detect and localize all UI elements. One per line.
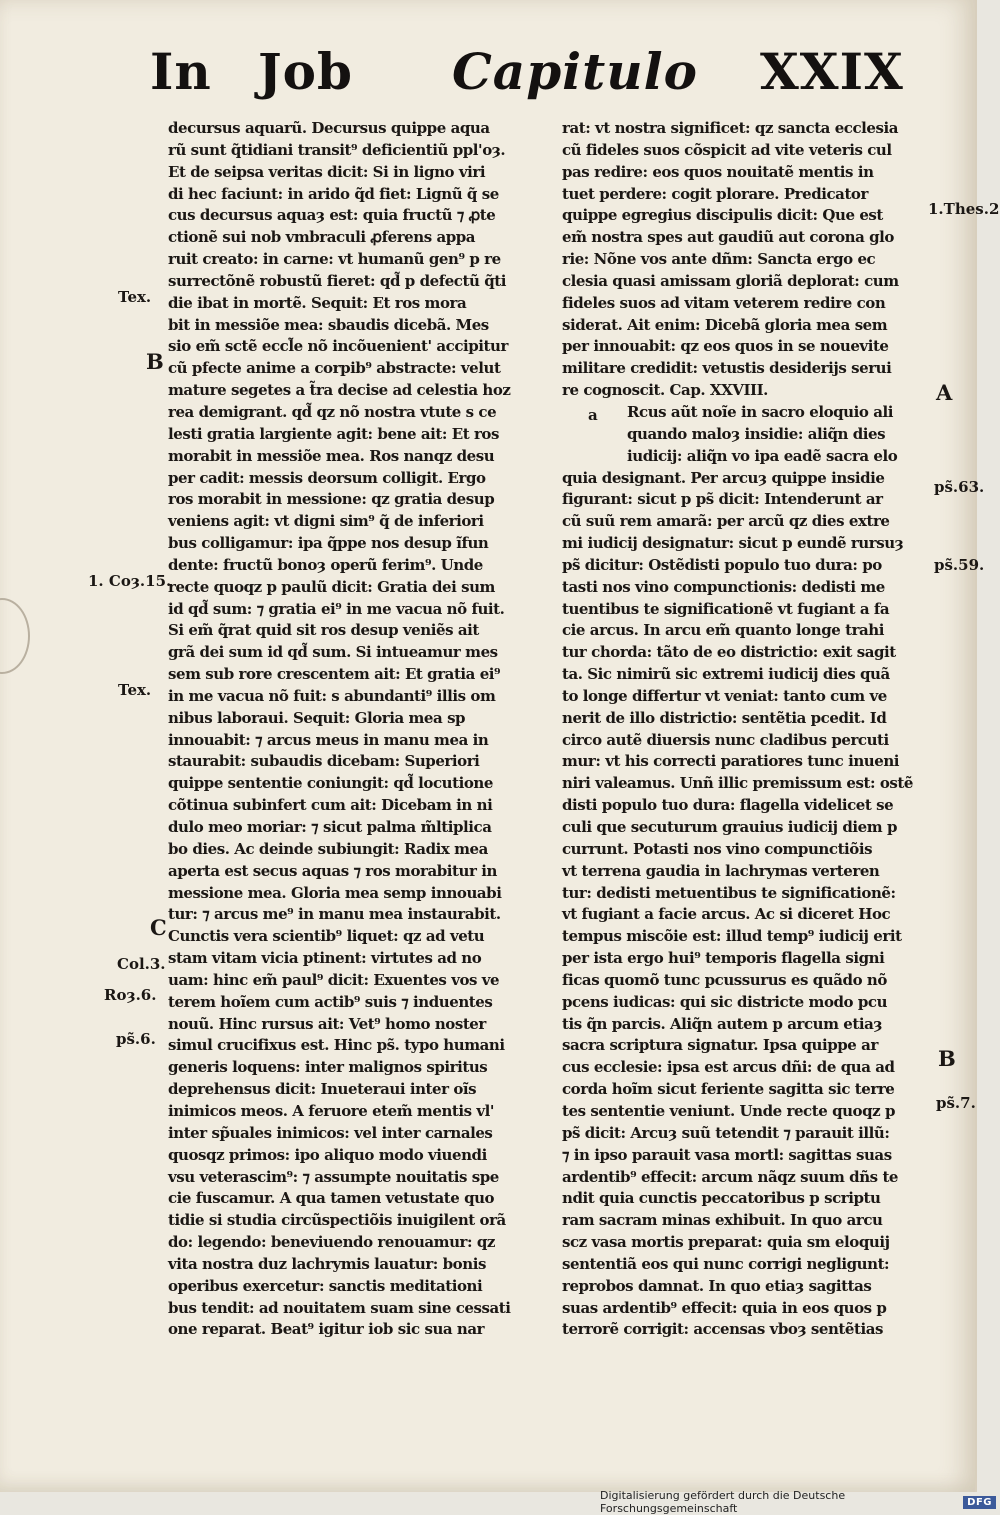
text-line: in me vacua nõ fuit: s abundanti⁹ illis om (168, 686, 496, 705)
text-line: re cognoscit. Cap. XXVIII. (562, 381, 768, 400)
text-line: sio em̃ sctẽ eccl̃e nõ incõuenient' accipitur (168, 337, 508, 356)
text-line: circo autẽ diuersis nunc cladibus percuti (562, 730, 889, 749)
text-line: morabit in messiõe mea. Ros nanqz desu (168, 446, 495, 465)
chapter-numeral: XXIX (760, 42, 904, 101)
text-line: dulo meo moriar: ⁊ sicut palma m̃ltiplica (168, 818, 492, 836)
text-line: di hec faciunt: in arido q̃d fiet: Lignũ q̃ se (168, 184, 499, 203)
text-line: deprehensus dicit: Inueteraui inter oĩs (168, 1080, 477, 1099)
text-line: bo dies. Ac deinde subiungit: Radix mea (168, 839, 488, 858)
text-line: grã dei sum id qd̃ sum. Si intueamur mes (168, 643, 498, 662)
text-line: bus tendit: ad nouitatem suam sine cessati (168, 1298, 511, 1317)
header-word-job: Job (258, 42, 353, 101)
text-line: sem sub rore crescentem ait: Et gratia ei⁹ (168, 665, 501, 684)
text-line: ctionẽ sui nob vmbraculi ꝓferens appa (168, 228, 476, 247)
header-word-in: In (150, 42, 212, 101)
margin-ref-colossians: Col.3. (117, 955, 166, 973)
text-line: nouũ. Hinc rursus ait: Vet⁹ homo noster (168, 1014, 486, 1033)
text-line: vt terrena gaudia in lachrymas verteren (562, 861, 880, 880)
text-line: tuet perdere: cogit plorare. Predicator (562, 184, 868, 203)
text-line: vita nostra duz lachrymis lauatur: bonis (168, 1254, 486, 1273)
text-line: ⁊ in ipso parauit vasa mortl: sagittas suas (562, 1145, 892, 1164)
text-line: clesia quasi amissam gloriã deplorat: cum (562, 271, 899, 290)
text-line: cus ecclesie: ipsa est arcus dñi: de qua ad (562, 1058, 895, 1077)
text-line: inimicos meos. A feruore etem̃ mentis vl' (168, 1101, 495, 1120)
text-line: sacra scriptura signatur. Ipsa quippe ar (562, 1036, 878, 1055)
text-line: fideles suos ad vitam veterem redire con (562, 293, 886, 312)
text-line: do: legendo: beneviuendo renouamur: qz (168, 1233, 495, 1252)
dfg-logo: DFG (963, 1496, 996, 1509)
section-marker-c: C (150, 915, 167, 940)
text-line: em̃ nostra spes aut gaudiũ aut corona glo (562, 228, 894, 247)
text-line: rie: Nõne vos ante dñm: Sancta ergo ec (562, 250, 876, 269)
text-line: lesti gratia largiente agit: bene ait: Et ros (168, 424, 499, 443)
margin-ref-psalm-63: ps̃.63. (934, 478, 985, 496)
text-line: bit in messiõe mea: sbaudis dicebã. Mes (168, 315, 489, 334)
text-line: id qd̃ sum: ⁊ gratia ei⁹ in me vacua nõ fuit. (168, 599, 505, 618)
text-line: quando maloȝ insidie: aliq̃n dies (627, 424, 886, 443)
text-line: vt fugiant a facie arcus. Ac si diceret Hoc (562, 905, 891, 924)
text-line: tempus miscõie est: illud temp⁹ iudicij erit (562, 927, 902, 946)
text-line: dente: fructũ bonoȝ operũ ferim⁹. Unde (168, 555, 483, 574)
text-line: sententiã eos qui nunc corrigi negligunt: (562, 1254, 890, 1273)
text-line: iudicij: aliq̃n vo ipa eadẽ sacra elo (627, 446, 898, 465)
text-line: stam vitam vicia ptinent: virtutes ad no (168, 949, 482, 968)
margin-ref-romans: Roȝ.6. (104, 986, 157, 1004)
text-line: uam: hinc em̃ paul⁹ dicit: Exuentes vos ve (168, 970, 500, 989)
text-line: terem hoĩem cum actib⁹ suis ⁊ induentes (168, 992, 493, 1011)
text-line: pas redire: eos quos nouitatẽ mentis in (562, 162, 874, 181)
text-line: generis loquens: inter malignos spiritus (168, 1058, 488, 1077)
text-line: terrorẽ corrigit: accensas vboȝ sentẽtias (562, 1320, 883, 1339)
text-line: cus decursus aquaȝ est: quia fructũ ⁊ ꝓte (168, 206, 496, 225)
text-line: ndit quia cunctis peccatoribus p scriptu (562, 1189, 881, 1208)
text-line: disti populo tuo dura: flagella videlicet se (562, 796, 894, 815)
text-line: culi que secuturum grauius iudicij diem p (562, 818, 898, 836)
text-line: cõtinua subinfert cum ait: Dicebam in ni (168, 796, 493, 815)
binding-hole (0, 598, 30, 674)
text-line: tur: dedisti metuentibus te significationẽ: (562, 883, 896, 902)
text-line: reprobos damnat. In quo etiaȝ sagittas (562, 1276, 872, 1295)
text-line: veniens agit: vt digni sim⁹ q̃ de inferiori (168, 512, 484, 531)
header-word-capitulo: Capitulo (452, 42, 698, 101)
text-line: per cadit: messis deorsum colligit. Ergo (168, 468, 486, 487)
text-line: cũ suũ rem amarã: per arcũ qz dies extre (562, 512, 890, 531)
text-line: rea demigrant. qd̃ qz nõ nostra vtute s ce (168, 402, 497, 421)
text-line: niri valeamus. Unñ illic premissum est: ostẽ (562, 774, 913, 793)
text-line: cũ pfecte anime a corpib⁹ abstracte: velut (168, 359, 501, 378)
text-line: ta. Sic nimirũ sic extremi iudicij dies quã (562, 665, 890, 684)
text-line: cũ fideles suos cõspicit ad vite veteris cul (562, 140, 892, 159)
text-line: ficas quomõ tunc pcussurus es quãdo nõ (562, 970, 887, 989)
text-line: cie fuscamur. A qua tamen vetustate quo (168, 1189, 495, 1208)
section-marker-b: B (146, 349, 164, 374)
text-line: per innouabit: qz eos quos in se nouevite (562, 337, 889, 356)
margin-ref-thessalonians: 1.Thes.2 (928, 200, 1000, 218)
text-line: tis q̃n parcis. Aliq̃n autem p arcum etiaȝ (562, 1014, 883, 1033)
right-text-column (562, 118, 940, 1341)
text-line: quippe sententie coniungit: qd̃ locutione (168, 774, 493, 793)
text-line: Rcus aũt noĩe in sacro eloquio ali (627, 402, 893, 421)
text-line: rat: vt nostra significet: qz sancta ecclesia (562, 119, 899, 137)
text-line: ruit creato: in carne: vt humanũ gen⁹ p re (168, 250, 501, 269)
text-line: tidie si studia circũspectiõis inuigilent orã (168, 1211, 506, 1230)
text-line: Cunctis vera scientib⁹ liquet: qz ad vetu (168, 927, 485, 946)
text-line: vsu veterascim⁹: ⁊ assumpte nouitatis spe (168, 1167, 499, 1186)
text-line: ros morabit in messione: qz gratia desup (168, 490, 495, 509)
margin-ref-psalm: ps̃.6. (116, 1030, 156, 1048)
text-line: ardentib⁹ effecit: arcum nãqz suum dñs te (562, 1167, 899, 1186)
text-line: scz vasa mortis preparat: quia sm eloquij (562, 1233, 890, 1252)
text-line: corda hoĩm sicut feriente sagitta sic terre (562, 1080, 895, 1099)
text-line: inter sp̃uales inimicos: vel inter carnales (168, 1123, 493, 1142)
text-line: quosqz primos: ipo aliquo modo viuendi (168, 1145, 487, 1164)
text-line: recte quoqz p paulũ dicit: Gratia dei sum (168, 577, 495, 596)
text-line: quippe egregius discipulis dicit: Que est (562, 206, 883, 225)
text-line: mur: vt his correcti paratiores tunc inueni (562, 752, 900, 771)
text-line: staurabit: subaudis dicebam: Superiori (168, 752, 480, 771)
text-line: militare credidit: vetustis desiderijs serui (562, 359, 892, 378)
text-line: currunt. Potasti nos vino compunctiõis (562, 839, 873, 858)
margin-ref-corinthians: 1. Coȝ.15. (88, 572, 172, 590)
footer-credit: Digitalisierung gefördert durch die Deutsche Forschungsgemeinschaft (600, 1489, 846, 1515)
margin-ref-psalm-59: ps̃.59. (934, 556, 985, 574)
text-line: tes sententie veniunt. Unde recte quoqz p (562, 1101, 896, 1120)
text-line: mature segetes a t̃ra decise ad celestia hoz (168, 381, 511, 400)
text-line: rũ sunt q̃tidiani transit⁹ deficientiũ ppl'oȝ. (168, 140, 506, 159)
text-line: siderat. Ait enim: Dicebã gloria mea sem (562, 315, 888, 334)
margin-note-tex: Tex. (118, 681, 152, 699)
text-line: cie arcus. In arcu em̃ quanto longe trahi (562, 621, 885, 640)
section-marker-b: B (938, 1046, 956, 1071)
text-line: surrectõnẽ robustũ fieret: qd̃ p defectũ q̃ti (168, 271, 506, 290)
text-line: pcens iudicas: qui sic districte modo pcu (562, 992, 888, 1011)
text-line: to longe differtur vt veniat: tanto cum ve (562, 686, 887, 705)
digitization-footer (600, 1489, 1000, 1515)
text-line: nibus laboraui. Sequit: Gloria mea sp (168, 708, 466, 727)
text-line: suas ardentib⁹ effecit: quia in eos quos p (562, 1298, 887, 1317)
text-line: per ista ergo hui⁹ temporis flagella signi (562, 949, 885, 968)
text-line: mi iudicij designatur: sicut p eundẽ rursuȝ (562, 534, 904, 553)
text-line: aperta est secus aquas ⁊ ros morabitur in (168, 861, 497, 880)
section-marker-a-small: a (588, 406, 598, 424)
text-line: quia designant. Per arcuȝ quippe insidie (562, 468, 885, 487)
text-line: nerit de illo districtio: sentẽtia pcedit. Id (562, 708, 887, 727)
running-header (0, 42, 975, 112)
text-line: innouabit: ⁊ arcus meus in manu mea in (168, 730, 489, 749)
text-line: operibus exercetur: sanctis meditationi (168, 1276, 483, 1295)
section-marker-a: A (936, 380, 953, 405)
text-line: Et de seipsa veritas dicit: Si in ligno viri (168, 162, 486, 181)
text-line: tasti nos vino compunctionis: dedisti me (562, 577, 885, 596)
text-line: simul crucifixus est. Hinc ps̃. typo humani (168, 1036, 505, 1055)
text-line: figurant: sicut p ps̃ dicit: Intenderunt ar (562, 490, 883, 509)
text-line: messione mea. Gloria mea semp innouabi (168, 883, 502, 902)
text-line: bus colligamur: ipa q̃ppe nos desup ĩfun (168, 534, 489, 553)
text-line: Si em̃ q̃rat quid sit ros desup veniẽs ait (168, 621, 479, 640)
text-line: ps̃ dicit: Arcuȝ suũ tetendit ⁊ parauit illũ: (562, 1123, 890, 1142)
text-line: tur chorda: tãto de eo districtio: exit sagit (562, 643, 896, 662)
margin-ref-psalm-7: ps̃.7. (936, 1094, 976, 1112)
text-line: one reparat. Beat⁹ igitur iob sic sua nar (168, 1320, 485, 1339)
left-text-column (168, 118, 548, 1341)
text-line: die ibat in mortẽ. Sequit: Et ros mora (168, 293, 467, 312)
text-line: decursus aquarũ. Decursus quippe aqua (168, 119, 490, 137)
margin-note-tex: Tex. (118, 288, 152, 306)
text-line: tur: ⁊ arcus me⁹ in manu mea instaurabit. (168, 905, 501, 924)
text-line: ram sacram minas exhibuit. In quo arcu (562, 1211, 883, 1230)
text-line: ps̃ dicitur: Ostẽdisti populo tuo dura: po (562, 555, 882, 574)
text-line: tuentibus te significationẽ vt fugiant a fa (562, 599, 890, 618)
